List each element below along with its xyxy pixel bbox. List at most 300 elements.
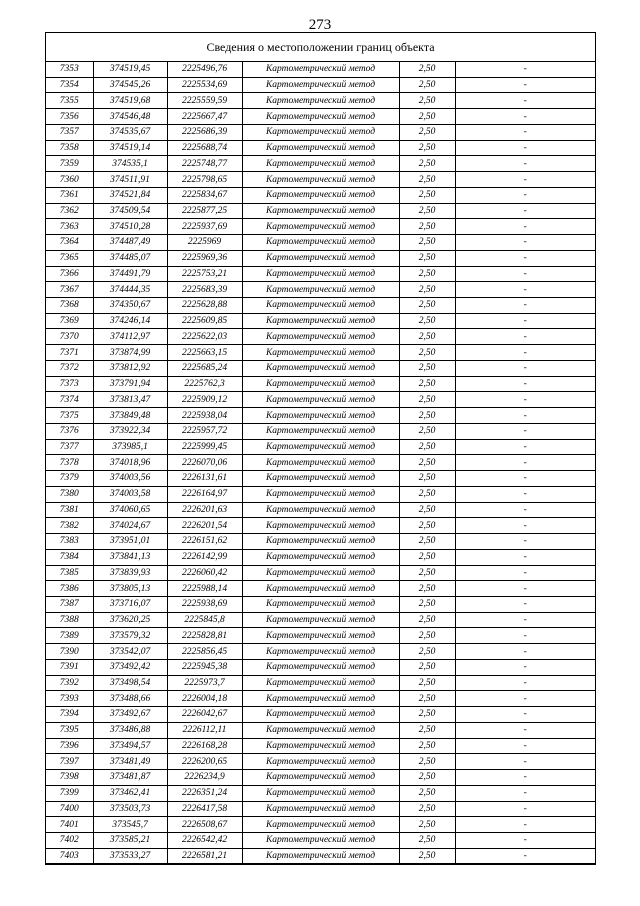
description-cell: - (455, 360, 595, 376)
x-coordinate-cell: 374018,96 (93, 455, 167, 471)
table-row (46, 203, 595, 219)
accuracy-cell: 2,50 (399, 722, 455, 738)
method-cell: Картометрический метод (242, 722, 399, 738)
y-coordinate-cell: 2226168,28 (167, 738, 242, 754)
table-row (46, 486, 595, 502)
method-cell: Картометрический метод (242, 581, 399, 597)
accuracy-cell: 2,50 (399, 518, 455, 534)
table-row (46, 801, 595, 817)
x-coordinate-cell: 373481,49 (93, 754, 167, 770)
method-cell: Картометрический метод (242, 659, 399, 675)
accuracy-cell: 2,50 (399, 534, 455, 550)
accuracy-cell: 2,50 (399, 628, 455, 644)
method-cell: Картометрический метод (242, 691, 399, 707)
x-coordinate-cell: 373481,87 (93, 770, 167, 786)
description-cell: - (455, 832, 595, 848)
accuracy-cell: 2,50 (399, 298, 455, 314)
point-number-cell: 7400 (46, 801, 93, 817)
method-cell: Картометрический метод (242, 534, 399, 550)
x-coordinate-cell: 373922,34 (93, 423, 167, 439)
x-coordinate-cell: 374491,79 (93, 266, 167, 282)
method-cell: Картометрический метод (242, 235, 399, 251)
x-coordinate-cell: 373503,73 (93, 801, 167, 817)
description-cell: - (455, 659, 595, 675)
point-number-cell: 7377 (46, 439, 93, 455)
description-cell: - (455, 518, 595, 534)
point-number-cell: 7364 (46, 235, 93, 251)
x-coordinate-cell: 374350,67 (93, 298, 167, 314)
table-row (46, 219, 595, 235)
x-coordinate-cell: 374546,48 (93, 109, 167, 125)
description-cell: - (455, 534, 595, 550)
point-number-cell: 7360 (46, 172, 93, 188)
description-cell: - (455, 596, 595, 612)
y-coordinate-cell: 2225938,04 (167, 408, 242, 424)
description-cell: - (455, 770, 595, 786)
y-coordinate-cell: 2225753,21 (167, 266, 242, 282)
table-row (46, 93, 595, 109)
accuracy-cell: 2,50 (399, 565, 455, 581)
y-coordinate-cell: 2225834,67 (167, 187, 242, 203)
point-number-cell: 7361 (46, 187, 93, 203)
x-coordinate-cell: 373839,93 (93, 565, 167, 581)
accuracy-cell: 2,50 (399, 738, 455, 754)
description-cell: - (455, 392, 595, 408)
y-coordinate-cell: 2225622,03 (167, 329, 242, 345)
y-coordinate-cell: 2225496,76 (167, 62, 242, 77)
x-coordinate-cell: 373951,01 (93, 534, 167, 550)
y-coordinate-cell: 2225945,38 (167, 659, 242, 675)
point-number-cell: 7397 (46, 754, 93, 770)
point-number-cell: 7385 (46, 565, 93, 581)
y-coordinate-cell: 2226417,58 (167, 801, 242, 817)
table-row (46, 109, 595, 125)
table-row (46, 360, 595, 376)
y-coordinate-cell: 2225534,69 (167, 77, 242, 93)
accuracy-cell: 2,50 (399, 250, 455, 266)
description-cell: - (455, 93, 595, 109)
table-row (46, 785, 595, 801)
x-coordinate-cell: 373874,99 (93, 345, 167, 361)
point-number-cell: 7359 (46, 156, 93, 172)
point-number-cell: 7392 (46, 675, 93, 691)
y-coordinate-cell: 2226151,62 (167, 534, 242, 550)
y-coordinate-cell: 2225686,39 (167, 124, 242, 140)
y-coordinate-cell: 2225628,88 (167, 298, 242, 314)
method-cell: Картометрический метод (242, 801, 399, 817)
y-coordinate-cell: 2225909,12 (167, 392, 242, 408)
accuracy-cell: 2,50 (399, 77, 455, 93)
method-cell: Картометрический метод (242, 62, 399, 77)
table-row (46, 565, 595, 581)
point-number-cell: 7399 (46, 785, 93, 801)
x-coordinate-cell: 373716,07 (93, 596, 167, 612)
table-row (46, 534, 595, 550)
description-cell: - (455, 675, 595, 691)
table-row (46, 722, 595, 738)
description-cell: - (455, 439, 595, 455)
method-cell: Картометрический метод (242, 376, 399, 392)
method-cell: Картометрический метод (242, 785, 399, 801)
description-cell: - (455, 707, 595, 723)
point-number-cell: 7393 (46, 691, 93, 707)
x-coordinate-cell: 373533,27 (93, 848, 167, 864)
x-coordinate-cell: 374487,49 (93, 235, 167, 251)
description-cell: - (455, 817, 595, 833)
table-row (46, 738, 595, 754)
y-coordinate-cell: 2225609,85 (167, 313, 242, 329)
accuracy-cell: 2,50 (399, 549, 455, 565)
table-row (46, 77, 595, 93)
y-coordinate-cell: 2225828,81 (167, 628, 242, 644)
x-coordinate-cell: 373849,48 (93, 408, 167, 424)
table-row (46, 817, 595, 833)
method-cell: Картометрический метод (242, 172, 399, 188)
accuracy-cell: 2,50 (399, 455, 455, 471)
y-coordinate-cell: 2225999,45 (167, 439, 242, 455)
table-row (46, 659, 595, 675)
y-coordinate-cell: 2225685,24 (167, 360, 242, 376)
accuracy-cell: 2,50 (399, 93, 455, 109)
description-cell: - (455, 408, 595, 424)
method-cell: Картометрический метод (242, 439, 399, 455)
y-coordinate-cell: 2226042,67 (167, 707, 242, 723)
point-number-cell: 7354 (46, 77, 93, 93)
method-cell: Картометрический метод (242, 298, 399, 314)
method-cell: Картометрический метод (242, 282, 399, 298)
method-cell: Картометрический метод (242, 628, 399, 644)
table-row (46, 187, 595, 203)
point-number-cell: 7387 (46, 596, 93, 612)
point-number-cell: 7378 (46, 455, 93, 471)
method-cell: Картометрический метод (242, 313, 399, 329)
x-coordinate-cell: 373545,7 (93, 817, 167, 833)
x-coordinate-cell: 373791,94 (93, 376, 167, 392)
table-row (46, 612, 595, 628)
point-number-cell: 7356 (46, 109, 93, 125)
accuracy-cell: 2,50 (399, 408, 455, 424)
table-row (46, 423, 595, 439)
accuracy-cell: 2,50 (399, 313, 455, 329)
description-cell: - (455, 581, 595, 597)
y-coordinate-cell: 2225938,69 (167, 596, 242, 612)
table-row (46, 628, 595, 644)
x-coordinate-cell: 374444,35 (93, 282, 167, 298)
accuracy-cell: 2,50 (399, 817, 455, 833)
description-cell: - (455, 250, 595, 266)
point-number-cell: 7403 (46, 848, 93, 864)
description-cell: - (455, 549, 595, 565)
y-coordinate-cell: 2225937,69 (167, 219, 242, 235)
description-cell: - (455, 471, 595, 487)
y-coordinate-cell: 2226581,21 (167, 848, 242, 864)
accuracy-cell: 2,50 (399, 581, 455, 597)
table-row (46, 172, 595, 188)
accuracy-cell: 2,50 (399, 596, 455, 612)
accuracy-cell: 2,50 (399, 187, 455, 203)
accuracy-cell: 2,50 (399, 675, 455, 691)
method-cell: Картометрический метод (242, 140, 399, 156)
table-row (46, 156, 595, 172)
x-coordinate-cell: 373486,88 (93, 722, 167, 738)
description-cell: - (455, 266, 595, 282)
table-row (46, 691, 595, 707)
y-coordinate-cell: 2225667,47 (167, 109, 242, 125)
method-cell: Картометрический метод (242, 502, 399, 518)
y-coordinate-cell: 2225856,45 (167, 644, 242, 660)
point-number-cell: 7383 (46, 534, 93, 550)
table-row (46, 313, 595, 329)
y-coordinate-cell: 2226070,06 (167, 455, 242, 471)
table-row (46, 644, 595, 660)
y-coordinate-cell: 2225877,25 (167, 203, 242, 219)
accuracy-cell: 2,50 (399, 62, 455, 77)
y-coordinate-cell: 2226234,9 (167, 770, 242, 786)
accuracy-cell: 2,50 (399, 785, 455, 801)
table-row (46, 140, 595, 156)
description-cell: - (455, 187, 595, 203)
point-number-cell: 7369 (46, 313, 93, 329)
method-cell: Картометрический метод (242, 423, 399, 439)
coordinates-table-body (46, 62, 595, 864)
x-coordinate-cell: 373841,13 (93, 549, 167, 565)
method-cell: Картометрический метод (242, 345, 399, 361)
table-row (46, 408, 595, 424)
point-number-cell: 7401 (46, 817, 93, 833)
method-cell: Картометрический метод (242, 203, 399, 219)
method-cell: Картометрический метод (242, 817, 399, 833)
method-cell: Картометрический метод (242, 392, 399, 408)
accuracy-cell: 2,50 (399, 691, 455, 707)
table-row (46, 549, 595, 565)
description-cell: - (455, 565, 595, 581)
description-cell: - (455, 156, 595, 172)
method-cell: Картометрический метод (242, 93, 399, 109)
table-row (46, 266, 595, 282)
table-row (46, 392, 595, 408)
description-cell: - (455, 124, 595, 140)
x-coordinate-cell: 374509,54 (93, 203, 167, 219)
point-number-cell: 7391 (46, 659, 93, 675)
y-coordinate-cell: 2226201,54 (167, 518, 242, 534)
description-cell: - (455, 62, 595, 77)
x-coordinate-cell: 373813,47 (93, 392, 167, 408)
table-row (46, 455, 595, 471)
description-cell: - (455, 282, 595, 298)
table-row (46, 832, 595, 848)
x-coordinate-cell: 374535,67 (93, 124, 167, 140)
point-number-cell: 7375 (46, 408, 93, 424)
point-number-cell: 7379 (46, 471, 93, 487)
table-row (46, 518, 595, 534)
accuracy-cell: 2,50 (399, 124, 455, 140)
x-coordinate-cell: 374511,91 (93, 172, 167, 188)
description-cell: - (455, 738, 595, 754)
accuracy-cell: 2,50 (399, 832, 455, 848)
table-row (46, 502, 595, 518)
description-cell: - (455, 203, 595, 219)
description-cell: - (455, 219, 595, 235)
x-coordinate-cell: 374519,14 (93, 140, 167, 156)
y-coordinate-cell: 2225988,14 (167, 581, 242, 597)
method-cell: Картометрический метод (242, 109, 399, 125)
point-number-cell: 7402 (46, 832, 93, 848)
x-coordinate-cell: 373492,42 (93, 659, 167, 675)
description-cell: - (455, 691, 595, 707)
accuracy-cell: 2,50 (399, 801, 455, 817)
point-number-cell: 7355 (46, 93, 93, 109)
method-cell: Картометрический метод (242, 455, 399, 471)
accuracy-cell: 2,50 (399, 203, 455, 219)
y-coordinate-cell: 2225798,65 (167, 172, 242, 188)
y-coordinate-cell: 2225663,15 (167, 345, 242, 361)
table-row (46, 471, 595, 487)
y-coordinate-cell: 2226142,99 (167, 549, 242, 565)
description-cell: - (455, 502, 595, 518)
method-cell: Картометрический метод (242, 156, 399, 172)
page-number: 273 (308, 17, 332, 33)
table-row (46, 282, 595, 298)
accuracy-cell: 2,50 (399, 754, 455, 770)
point-number-cell: 7373 (46, 376, 93, 392)
method-cell: Картометрический метод (242, 329, 399, 345)
x-coordinate-cell: 374519,45 (93, 62, 167, 77)
description-cell: - (455, 109, 595, 125)
point-number-cell: 7353 (46, 62, 93, 77)
method-cell: Картометрический метод (242, 518, 399, 534)
x-coordinate-cell: 374003,58 (93, 486, 167, 502)
y-coordinate-cell: 2225969 (167, 235, 242, 251)
point-number-cell: 7390 (46, 644, 93, 660)
accuracy-cell: 2,50 (399, 502, 455, 518)
table-row (46, 581, 595, 597)
method-cell: Картометрический метод (242, 187, 399, 203)
table-row (46, 235, 595, 251)
description-cell: - (455, 644, 595, 660)
accuracy-cell: 2,50 (399, 423, 455, 439)
table-title: Сведения о местоположении границ объекта (46, 33, 595, 62)
description-cell: - (455, 345, 595, 361)
y-coordinate-cell: 2225969,36 (167, 250, 242, 266)
x-coordinate-cell: 373585,21 (93, 832, 167, 848)
description-cell: - (455, 235, 595, 251)
table-row (46, 250, 595, 266)
accuracy-cell: 2,50 (399, 172, 455, 188)
point-number-cell: 7388 (46, 612, 93, 628)
point-number-cell: 7366 (46, 266, 93, 282)
y-coordinate-cell: 2226508,67 (167, 817, 242, 833)
y-coordinate-cell: 2226004,18 (167, 691, 242, 707)
point-number-cell: 7357 (46, 124, 93, 140)
accuracy-cell: 2,50 (399, 392, 455, 408)
accuracy-cell: 2,50 (399, 266, 455, 282)
y-coordinate-cell: 2225683,39 (167, 282, 242, 298)
x-coordinate-cell: 374485,07 (93, 250, 167, 266)
method-cell: Картометрический метод (242, 832, 399, 848)
x-coordinate-cell: 374521,84 (93, 187, 167, 203)
description-cell: - (455, 785, 595, 801)
table-row (46, 376, 595, 392)
description-cell: - (455, 376, 595, 392)
y-coordinate-cell: 2226351,24 (167, 785, 242, 801)
method-cell: Картометрический метод (242, 707, 399, 723)
method-cell: Картометрический метод (242, 266, 399, 282)
x-coordinate-cell: 373462,41 (93, 785, 167, 801)
method-cell: Картометрический метод (242, 486, 399, 502)
accuracy-cell: 2,50 (399, 612, 455, 628)
accuracy-cell: 2,50 (399, 219, 455, 235)
boundary-table-frame (45, 32, 596, 865)
method-cell: Картометрический метод (242, 754, 399, 770)
accuracy-cell: 2,50 (399, 471, 455, 487)
x-coordinate-cell: 373620,25 (93, 612, 167, 628)
description-cell: - (455, 313, 595, 329)
point-number-cell: 7376 (46, 423, 93, 439)
y-coordinate-cell: 2225748,77 (167, 156, 242, 172)
accuracy-cell: 2,50 (399, 140, 455, 156)
y-coordinate-cell: 2225559,59 (167, 93, 242, 109)
x-coordinate-cell: 374535,1 (93, 156, 167, 172)
accuracy-cell: 2,50 (399, 235, 455, 251)
x-coordinate-cell: 373488,66 (93, 691, 167, 707)
method-cell: Картометрический метод (242, 471, 399, 487)
point-number-cell: 7389 (46, 628, 93, 644)
y-coordinate-cell: 2225762,3 (167, 376, 242, 392)
description-cell: - (455, 77, 595, 93)
x-coordinate-cell: 373494,57 (93, 738, 167, 754)
point-number-cell: 7381 (46, 502, 93, 518)
description-cell: - (455, 455, 595, 471)
method-cell: Картометрический метод (242, 596, 399, 612)
accuracy-cell: 2,50 (399, 156, 455, 172)
point-number-cell: 7395 (46, 722, 93, 738)
x-coordinate-cell: 374060,65 (93, 502, 167, 518)
x-coordinate-cell: 373579,32 (93, 628, 167, 644)
point-number-cell: 7370 (46, 329, 93, 345)
table-row (46, 848, 595, 864)
accuracy-cell: 2,50 (399, 644, 455, 660)
x-coordinate-cell: 373542,07 (93, 644, 167, 660)
table-row (46, 707, 595, 723)
x-coordinate-cell: 374545,26 (93, 77, 167, 93)
method-cell: Картометрический метод (242, 612, 399, 628)
coordinates-table (46, 62, 595, 864)
y-coordinate-cell: 2225688,74 (167, 140, 242, 156)
point-number-cell: 7398 (46, 770, 93, 786)
method-cell: Картометрический метод (242, 77, 399, 93)
point-number-cell: 7362 (46, 203, 93, 219)
point-number-cell: 7371 (46, 345, 93, 361)
accuracy-cell: 2,50 (399, 109, 455, 125)
point-number-cell: 7394 (46, 707, 93, 723)
x-coordinate-cell: 373812,92 (93, 360, 167, 376)
y-coordinate-cell: 2226200,65 (167, 754, 242, 770)
method-cell: Картометрический метод (242, 675, 399, 691)
x-coordinate-cell: 374112,97 (93, 329, 167, 345)
accuracy-cell: 2,50 (399, 659, 455, 675)
accuracy-cell: 2,50 (399, 329, 455, 345)
y-coordinate-cell: 2226542,42 (167, 832, 242, 848)
table-row (46, 754, 595, 770)
y-coordinate-cell: 2225973,7 (167, 675, 242, 691)
accuracy-cell: 2,50 (399, 486, 455, 502)
accuracy-cell: 2,50 (399, 707, 455, 723)
x-coordinate-cell: 374024,67 (93, 518, 167, 534)
description-cell: - (455, 612, 595, 628)
table-row (46, 596, 595, 612)
description-cell: - (455, 140, 595, 156)
point-number-cell: 7396 (46, 738, 93, 754)
